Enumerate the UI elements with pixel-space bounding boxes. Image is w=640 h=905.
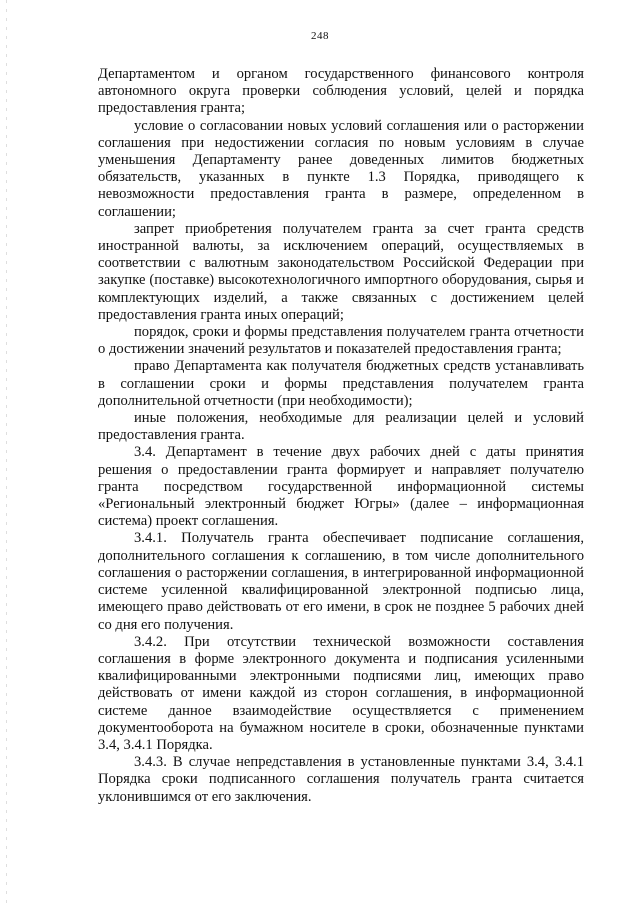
paragraph-3-4: 3.4. Департамент в течение двух рабочих дней с даты принятия решения о предоставлении гранта формирует и направляет получателю гранта посредством государственной информационной системы «Региональный электронный бюджет Югры» (далее – информационная система) проект соглашения. <box>98 444 584 530</box>
paragraph-agreement-condition: условие о согласовании новых условий соглашения или о расторжении соглашения при недостижении согласия по новым условиям в случае уменьшения Департаменту ранее доведенных лимитов бюджетных обязательств, указанных в пункте 1.3 Порядка, приводящего к невозможности предоставления гранта в размере, определенном в соглашении; <box>98 117 584 220</box>
paragraph-3-4-3: 3.4.3. В случае непредставления в установленные пунктами 3.4, 3.4.1 Порядка сроки подписанного соглашения получатель гранта считается уклонившимся от его заключения. <box>98 754 584 805</box>
paragraph-continuation: Департаментом и органом государственного финансового контроля автономного округа проверки соблюдения условий, целей и порядка предоставления гранта; <box>98 66 584 117</box>
paragraph-reporting-order: порядок, сроки и формы представления получателем гранта отчетности о достижении значений результатов и показателей предоставления гранта; <box>98 324 584 358</box>
scan-edge <box>6 0 7 905</box>
page-number: 248 <box>311 30 329 42</box>
paragraph-department-right: право Департамента как получателя бюджетных средств устанавливать в соглашении сроки и формы представления получателем гранта дополнительной отчетности (при необходимости); <box>98 358 584 409</box>
paragraph-3-4-1: 3.4.1. Получатель гранта обеспечивает подписание соглашения, дополнительного соглашения к соглашению, в том числе дополнительного соглашения о расторжении соглашения, в интегрированной информационной системе усиленной квалифицированной электронной подписью лица, имеющего право действовать от его имени, в срок не позднее 5 рабочих дней со дня его получения. <box>98 530 584 633</box>
paragraph-currency-prohibition: запрет приобретения получателем гранта за счет гранта средств иностранной валюты, за исключением операций, осуществляемых в соответствии с валютным законодательством Российской Федерации при закупке (поставке) высокотехнологичного импортного оборудования, сырья и комплектующих изделий, а также связанных с достижением целей предоставления гранта иных операций; <box>98 220 584 323</box>
document-body <box>98 66 584 806</box>
paragraph-other-provisions: иные положения, необходимые для реализации целей и условий предоставления гранта. <box>98 410 584 444</box>
paragraph-3-4-2: 3.4.2. При отсутствии технической возможности составления соглашения в форме электронного документа и подписания усиленными квалифицированными электронными подписями лиц, имеющих право действовать от имени каждой из сторон соглашения, в информационной системе данное взаимодействие осуществляется с применением документооборота на бумажном носителе в сроки, обозначенные пунктами 3.4, 3.4.1 Порядка. <box>98 633 584 753</box>
